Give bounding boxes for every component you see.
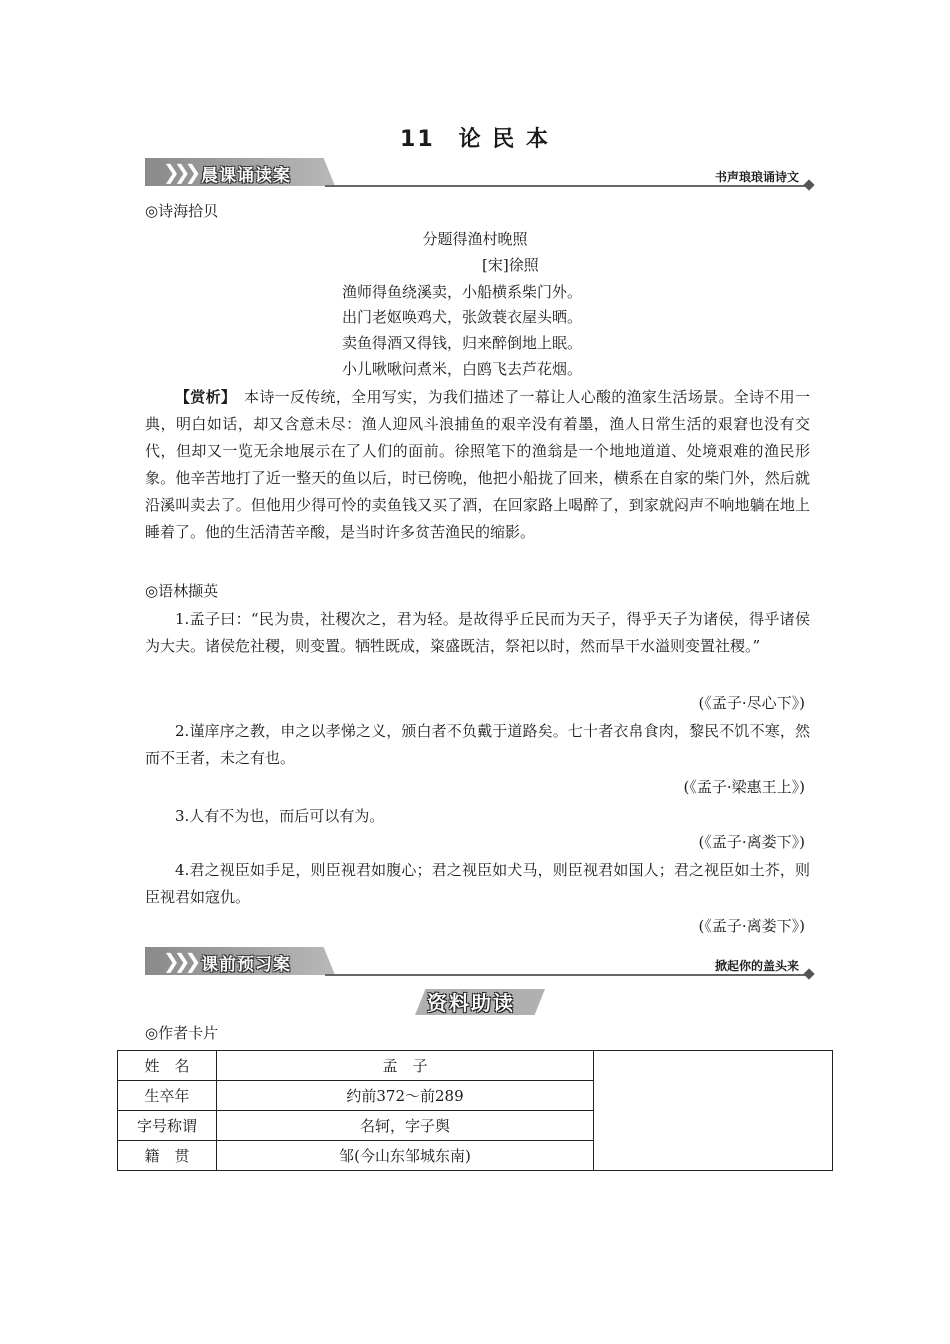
- table-row: [118, 1051, 833, 1081]
- quote-text: 4.君之视臣如手足，则臣视君如腹心；君之视臣如犬马，则臣视君如国人；君之视臣如土芥，则臣视君如寇仇。: [145, 861, 810, 906]
- table-key: 籍 贯: [118, 1141, 217, 1171]
- banner-label: 课前预习案: [201, 955, 291, 975]
- section-heading-author-card: ◎作者卡片: [145, 1024, 219, 1042]
- author-portrait-placeholder: [594, 1051, 833, 1171]
- divider: [325, 185, 805, 187]
- table-key: 姓 名: [118, 1051, 217, 1081]
- appreciation-paragraph: [145, 384, 810, 546]
- quote-text: 3.人有不为也，而后可以有为。: [175, 807, 385, 825]
- quote-source: (《孟子·离娄下》): [698, 833, 805, 851]
- table-value: 孟 子: [217, 1051, 594, 1081]
- section-heading-poetry: ◎诗海拾贝: [145, 202, 219, 220]
- quote-source: (《孟子·尽心下》): [698, 694, 805, 712]
- page-title: 11 论 民 本: [400, 127, 550, 152]
- banner-slogan: 书声琅琅诵诗文: [714, 170, 799, 184]
- chevron-right-icon: ❯❯❯: [163, 160, 196, 184]
- table-value: 邹(今山东邹城东南): [217, 1141, 594, 1171]
- quote-paragraph: [145, 606, 810, 660]
- table-key: 字号称谓: [118, 1111, 217, 1141]
- quote-source: (《孟子·梁惠王上》): [683, 778, 805, 796]
- tag-label: 资料助读: [427, 991, 515, 1015]
- section-heading-quotes: ◎语林撷英: [145, 582, 219, 600]
- divider: [325, 974, 805, 976]
- poem-line: 卖鱼得酒又得钱，归来醉倒地上眠。: [342, 334, 583, 352]
- table-value: 名轲，字子舆: [217, 1111, 594, 1141]
- quote-paragraph: [145, 857, 810, 911]
- poem-author: [宋]徐照: [482, 256, 539, 274]
- quote-paragraph: [145, 718, 810, 772]
- table-key: 生卒年: [118, 1081, 217, 1111]
- poem-line: 渔师得鱼绕溪卖，小船横系柴门外。: [342, 283, 583, 301]
- table-value: 约前372～前289: [217, 1081, 594, 1111]
- diamond-icon: [803, 179, 814, 190]
- banner-slogan: 掀起你的盖头来: [714, 959, 799, 973]
- appreciation-label: 【赏析】: [175, 388, 229, 406]
- section-tag: [405, 985, 545, 1019]
- banner-preview: [145, 947, 813, 977]
- diamond-icon: [803, 968, 814, 979]
- poem-line: 小儿啾啾问煮米，白鸥飞去芦花烟。: [342, 360, 583, 378]
- quote-text: 2.谨庠序之教，申之以孝悌之义，颁白者不负戴于道路矣。七十者衣帛食肉，黎民不饥不寒，然而不王者，未之有也。: [145, 722, 810, 767]
- banner-label: 晨课诵读案: [201, 166, 291, 186]
- quote-text: 1.孟子曰：“民为贵，社稷次之，君为轻。是故得乎丘民而为天子，得乎天子为诸侯，得乎诸侯为大夫。诸侯危社稷，则变置。牺牲既成，粢盛既洁，祭祀以时，然而旱干水溢则变置社稷。”: [145, 610, 810, 655]
- appreciation-text: 本诗一反传统，全用写实，为我们描述了一幕让人心酸的渔家生活场景。全诗不用一典，明白如话，却又含意未尽：渔人迎风斗浪捕鱼的艰辛没有着墨，渔人日常生活的艰窘也没有交代，但却又一览无余地展示在了人们的面前。徐照笔下的渔翁是一个地地道道、处境艰难的渔民形象。他辛苦地打了近一整天的鱼以后，时已傍晚，他把小船拢了回来，横系在自家的柴门外，然后就沿溪叫卖去了。但他用少得可怜的卖鱼钱又买了酒，在回家路上喝醉了，到家就闷声不响地躺在地上睡着了。他的生活清苦辛酸，是当时许多贫苦渔民的缩影。: [145, 388, 810, 541]
- chevron-right-icon: ❯❯❯: [163, 949, 196, 973]
- quote-paragraph: [145, 803, 810, 830]
- banner-morning-reading: [145, 158, 813, 188]
- author-card-table: [117, 1050, 833, 1171]
- poem-title: 分题得渔村晚照: [422, 230, 528, 248]
- quote-source: (《孟子·离娄下》): [698, 917, 805, 935]
- poem-line: 出门老妪唤鸡犬，张敛蓑衣屋头晒。: [342, 308, 583, 326]
